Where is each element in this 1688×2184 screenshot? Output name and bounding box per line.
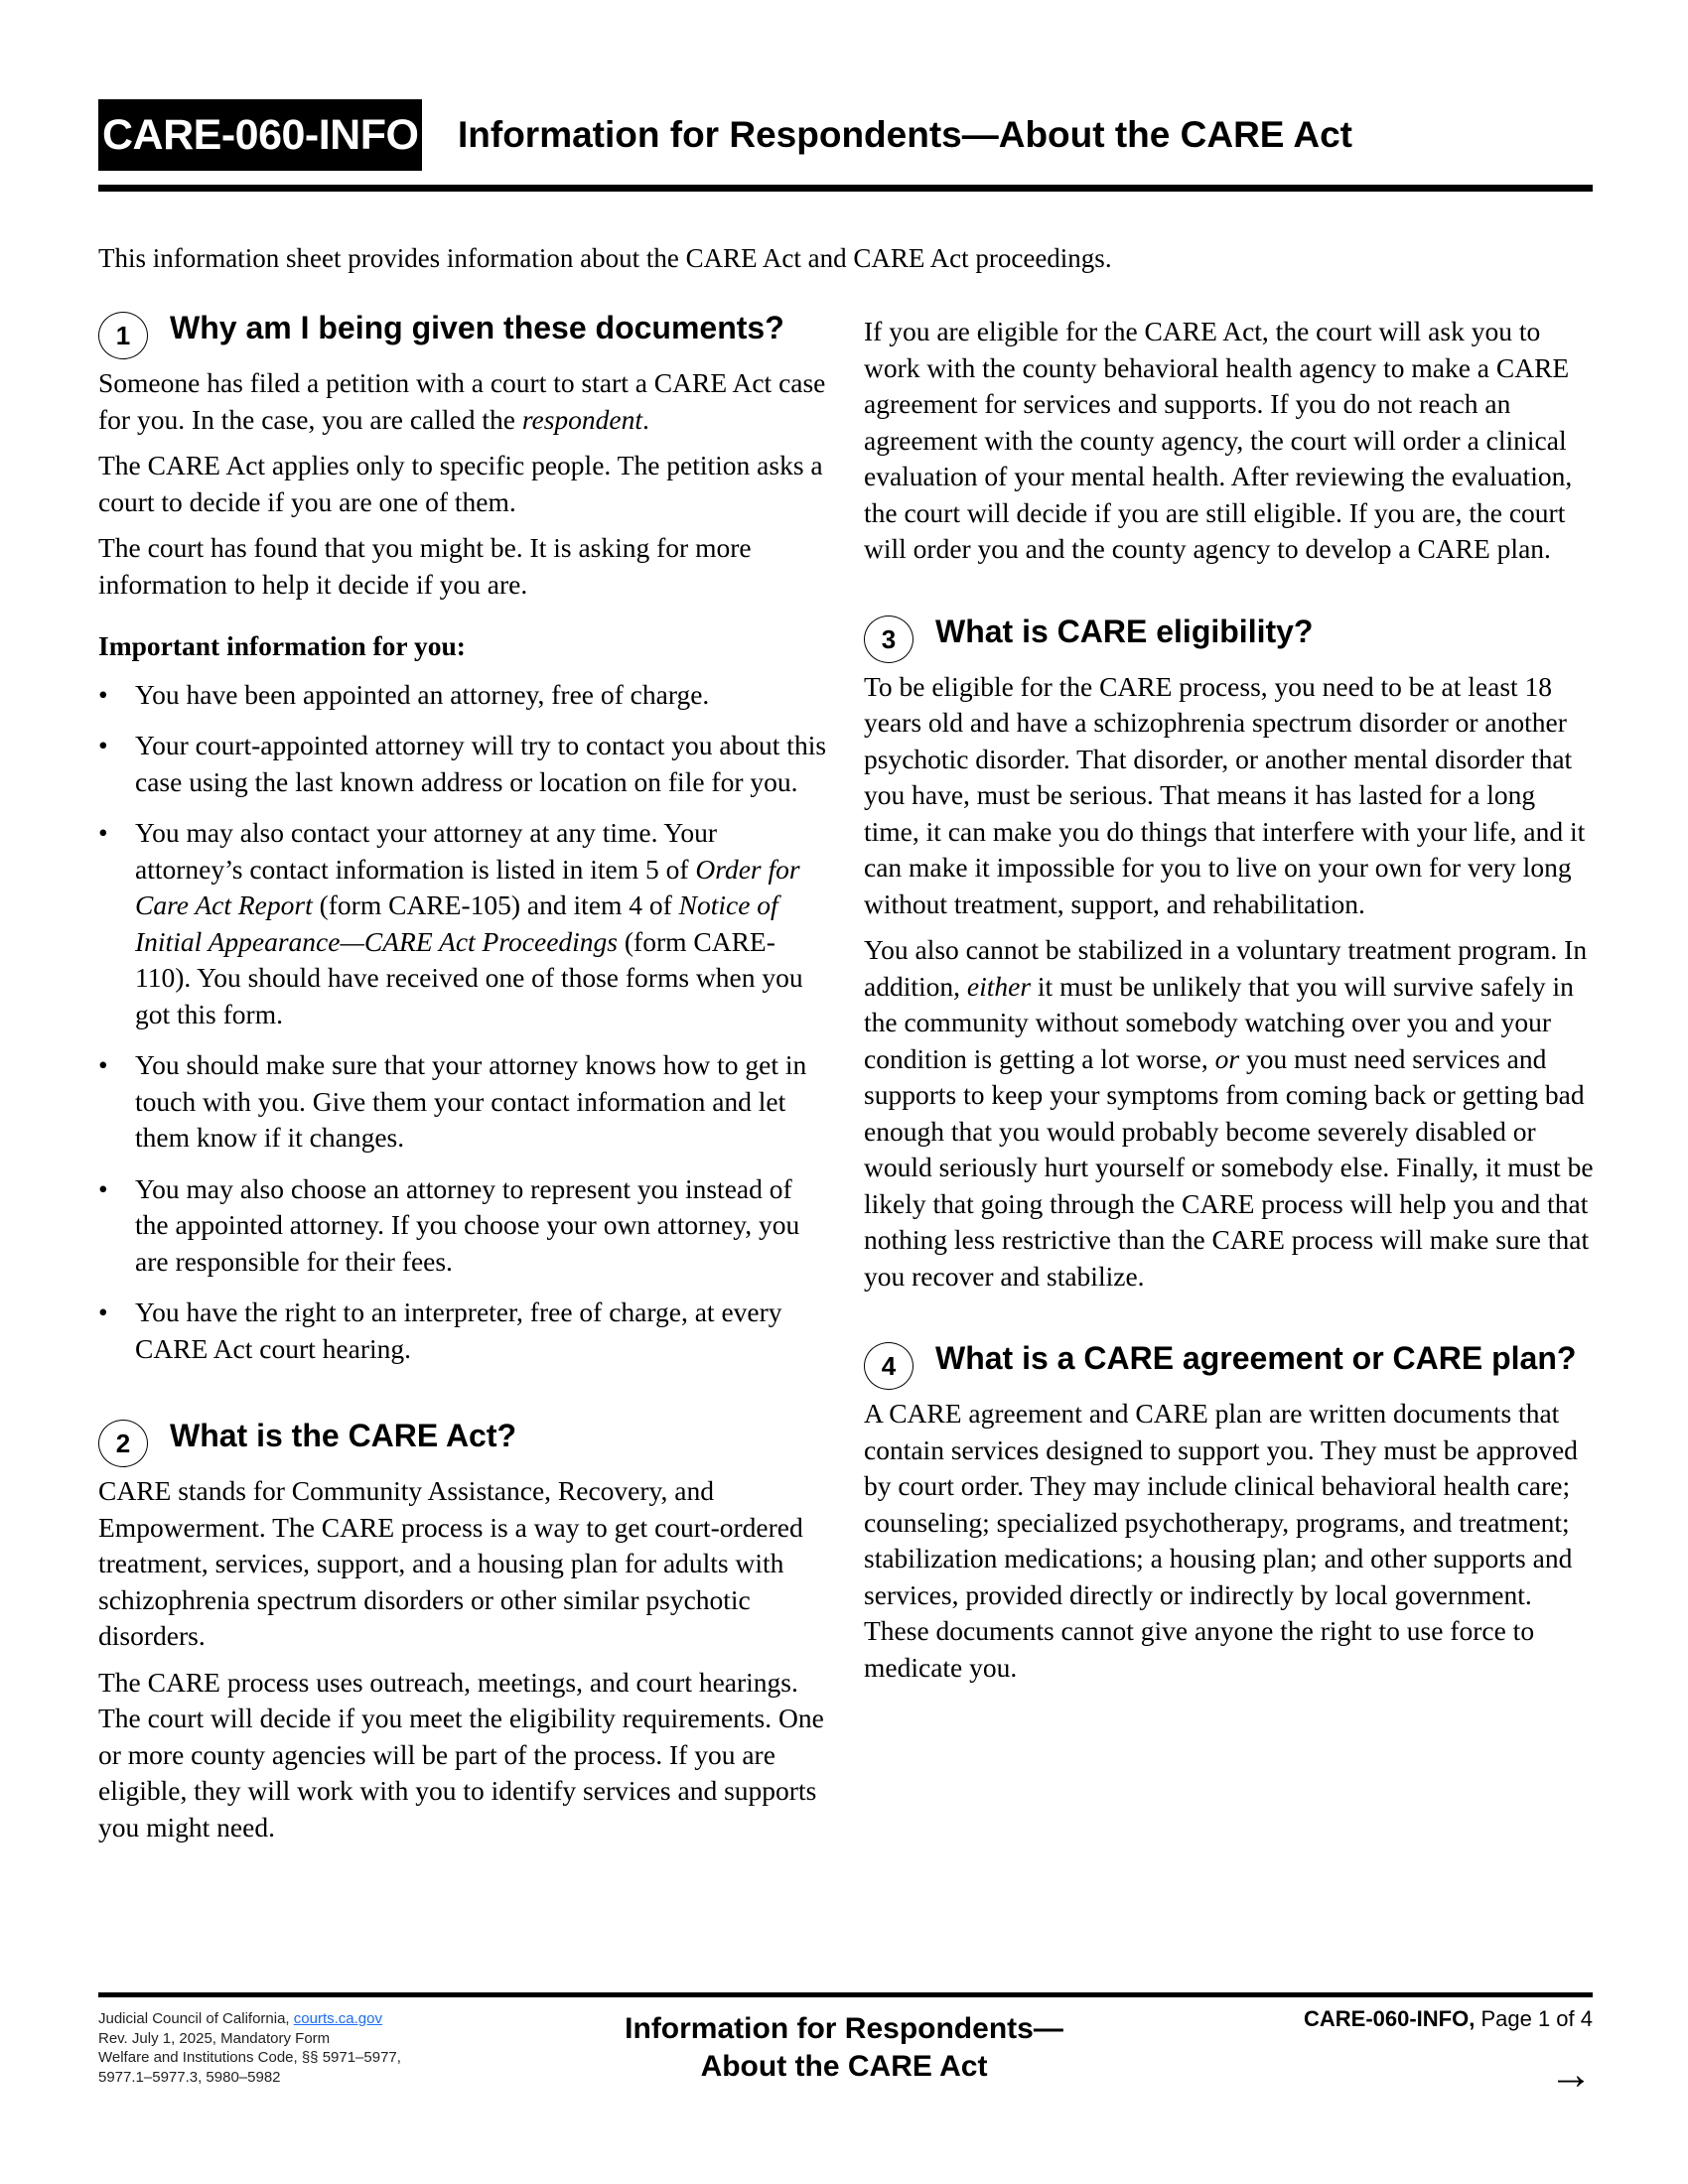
paragraph: The CARE process uses outreach, meetings, and court hearings. The court will decide if you meet the eligibility requirements. One or more county agencies will be part of the process. If you are eligible, they will work with you to identify services and supports you might need. — [98, 1666, 824, 1843]
bullet-icon: • — [98, 1049, 108, 1080]
list-item: • You have the right to an interpreter, free of charge, at every CARE Act court hearing. — [98, 1297, 782, 1364]
number-4-circle-icon: 4 — [864, 1342, 914, 1390]
section-4-heading — [864, 1338, 1594, 1381]
next-page-arrow-icon[interactable]: → — [1549, 2050, 1593, 2099]
paragraph: The court has found that you might be. It is asking for more information to help it decide if you are. — [98, 532, 752, 600]
bullet-icon: • — [98, 817, 108, 848]
section-1-heading — [98, 308, 828, 350]
paragraph: The CARE Act applies only to specific people. The petition asks a court to decide if you are one of them. — [98, 450, 823, 517]
header-divider — [98, 185, 1593, 192]
paragraph: You also cannot be stabilized in a voluntary treatment program. In addition, either it must be unlikely that you will survive safely in the community without somebody watching over you and your condition is getting a lot worse, or you must need services and supports to keep your symptoms from coming back or getting bad enough that you would probably become severely disabled or would seriously hurt yourself or somebody else. Finally, it must be likely that going through the CARE process will help you and that nothing less restrictive than the CARE process will make sure that you recover and stabilize. — [864, 934, 1594, 1292]
bullet-icon: • — [98, 678, 108, 710]
page-indicator: CARE-060-INFO, Page 1 of 4 — [1303, 2006, 1593, 2031]
section-heading-text: What is CARE eligibility? — [935, 613, 1314, 649]
section-heading-text: Why am I being given these documents? — [170, 310, 784, 345]
list-item: • You have been appointed an attorney, free of charge. — [98, 677, 828, 714]
list-item: • You may also choose an attorney to represent you instead of the appointed attorney. If you choose your own attorney, you are responsible for their fees. — [98, 1172, 800, 1277]
courts-link[interactable]: courts.ca.gov — [293, 2010, 382, 2027]
footer-citation: Judicial Council of California, courts.ca.gov Rev. July 1, 2025, Mandatory Form Welfare and Institutions Code, §§ 5971–5977, 5977.1–5977.3, 5980–5982 — [98, 2010, 401, 2086]
important-info-list — [98, 677, 828, 1368]
number-1-circle-icon: 1 — [98, 312, 148, 359]
paragraph: Someone has filed a petition with a court to start a CARE Act case for you. In the case, you are called the respondent. — [98, 367, 826, 435]
important-info-label: Important information for you: — [98, 630, 466, 661]
paragraph: A CARE agreement and CARE plan are written documents that contain services designed to support you. They must be approved by court order. They may include clinical behavioral health care; counseling; specialized psychotherapy, programs, and treatment; stabilization medications; a housing plan; and other supports and services, provided directly or indirectly by local government. These documents cannot give anyone the right to use force to medicate you. — [864, 1398, 1578, 1683]
form-title-care-105: Order for Care Act Report — [135, 853, 800, 920]
form-header — [98, 99, 1593, 189]
form-title-care-110: Notice of Initial Appearance—CARE Act Proceedings — [135, 889, 778, 957]
code-citation-1: Welfare and Institutions Code, §§ 5971–5977, — [98, 2049, 401, 2066]
section-2-heading — [98, 1416, 828, 1458]
section-heading-text: What is the CARE Act? — [170, 1418, 517, 1453]
list-item: • Your court-appointed attorney will try to contact you about this case using the last known address or location on file for you. — [98, 730, 827, 797]
form-id-badge: CARE-060-INFO — [98, 99, 422, 171]
section-heading-text: What is a CARE agreement or CARE plan? — [935, 1340, 1577, 1376]
list-item: • You may also contact your attorney at any time. Your attorney’s contact information is listed in item 5 of Order for Care Act Report (form CARE-105) and item 4 of Notice of Initial Appearance—CARE Act Proceedings (form CARE-110). You should have received one of those forms when you got this form. — [98, 817, 803, 1029]
intro-text: This information sheet provides information about the CARE Act and CARE Act proceedings. — [98, 243, 1112, 273]
bullet-icon: • — [98, 730, 108, 760]
revision-date: Rev. July 1, 2025, Mandatory Form — [98, 2029, 331, 2047]
footer-divider — [98, 1992, 1593, 1997]
footer-title: Information for Respondents— About the CARE Act — [625, 2012, 1063, 2083]
paragraph: To be eligible for the CARE process, you need to be at least 18 years old and have a schizophrenia spectrum disorder or another psychotic disorder. That disorder, or another mental disorder that you have, must be serious. That means it has lasted for a long time, it can make you do things that interfere with your life, and it can make it impossible for you to live on your own for very long without treatment, support, and rehabilitation. — [864, 670, 1586, 919]
right-column — [864, 314, 1594, 1696]
continuation-paragraph: If you are eligible for the CARE Act, the court will ask you to work with the county behavioral health agency to make a CARE agreement for services and supports. If you do not reach an agreement with the county agency, the court will order a clinical evaluation of your mental health. After reviewing the evaluation, the court will decide if you are still eligible. If you are, the court will order you and the county agency to develop a CARE plan. — [864, 316, 1573, 564]
left-column — [98, 308, 828, 1855]
list-item: • You should make sure that your attorney knows how to get in touch with you. Give them your contact information and let them know if it changes. — [98, 1049, 807, 1153]
number-3-circle-icon: 3 — [864, 615, 914, 663]
page-title: Information for Respondents—About the CARE Act — [458, 114, 1352, 155]
number-2-circle-icon: 2 — [98, 1420, 148, 1467]
bullet-icon: • — [98, 1297, 108, 1327]
paragraph: CARE stands for Community Assistance, Recovery, and Empowerment. The CARE process is a way to get court-ordered treatment, services, support, and a housing plan for adults with schizophrenia spectrum disorders or other similar psychotic disorders. — [98, 1475, 803, 1651]
code-citation-2: 5977.1–5977.3, 5980–5982 — [98, 2068, 281, 2086]
bullet-icon: • — [98, 1172, 108, 1204]
section-3-heading — [864, 612, 1594, 654]
